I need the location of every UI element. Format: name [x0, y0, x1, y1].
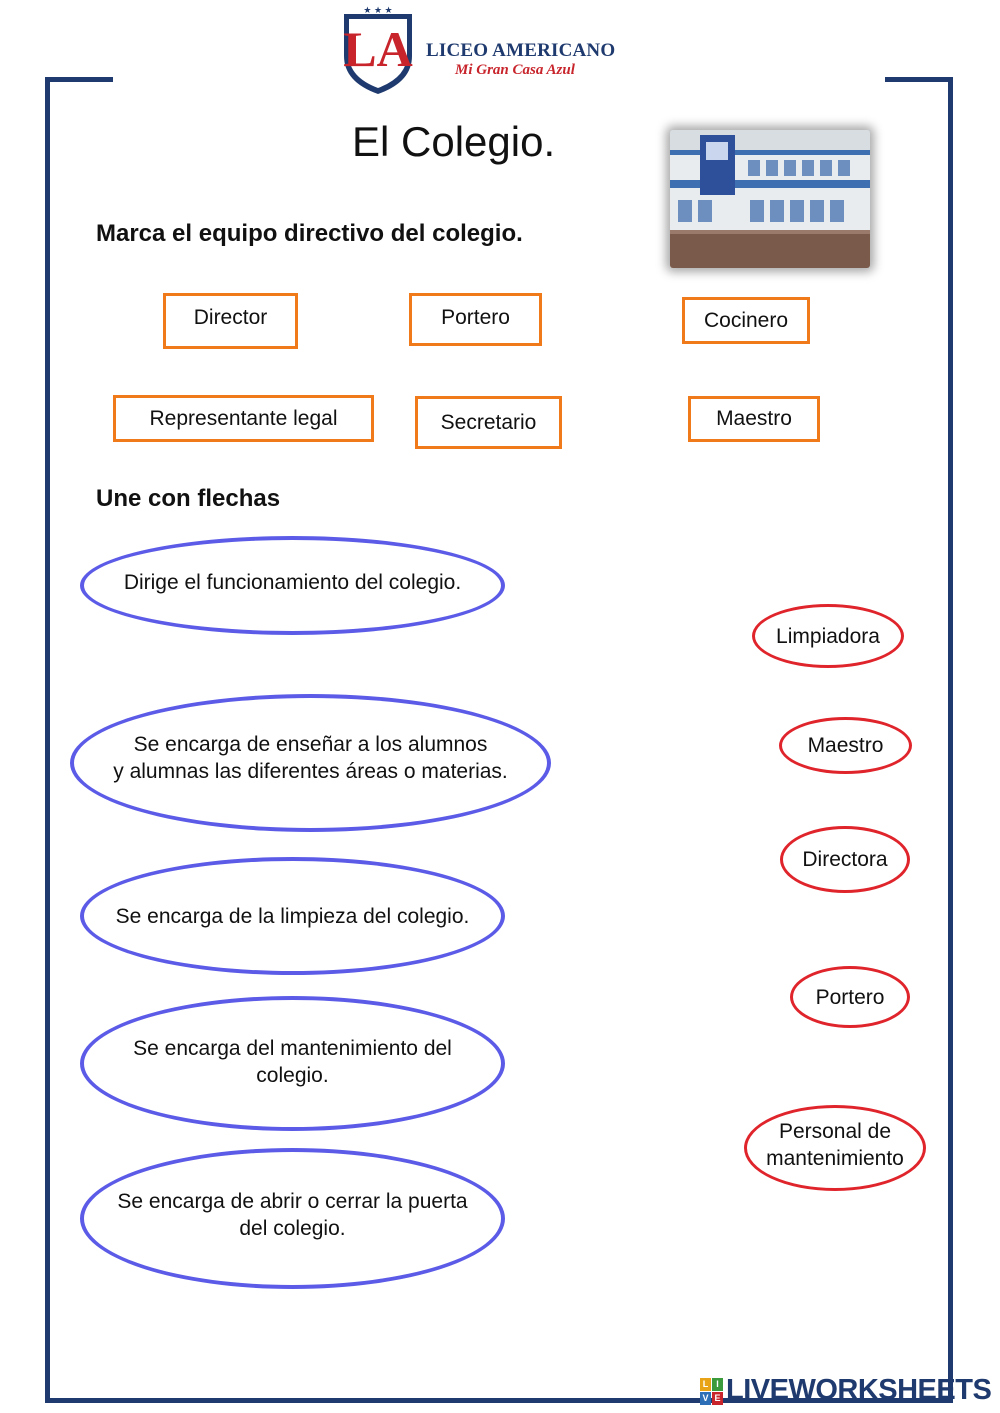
description-maintenance[interactable]: Se encarga del mantenimiento del colegio. [80, 996, 505, 1131]
school-building-photo [670, 130, 870, 268]
section-heading-select-leadership: Marca el equipo directivo del colegio. [96, 220, 523, 247]
option-secretario[interactable]: Secretario [415, 396, 562, 449]
frame-right [948, 77, 953, 1403]
section-heading-match: Une con flechas [96, 485, 281, 512]
option-representante-legal[interactable]: Representante legal [113, 395, 374, 442]
role-maestro[interactable]: Maestro [779, 717, 912, 774]
option-cocinero[interactable]: Cocinero [682, 297, 810, 344]
school-name: LICEO AMERICANO [426, 40, 616, 61]
school-logo-shield [338, 4, 418, 96]
liveworksheets-brand [700, 1374, 991, 1407]
frame-top-left [45, 77, 113, 82]
option-portero[interactable]: Portero [409, 293, 542, 346]
svg-text:★ ★ ★: ★ ★ ★ [363, 5, 393, 15]
logo-monogram: LA [343, 21, 413, 77]
frame-left [45, 77, 50, 1403]
description-director[interactable]: Dirige el funcionamiento del colegio. [80, 536, 505, 635]
role-portero[interactable]: Portero [790, 966, 910, 1028]
role-directora[interactable]: Directora [780, 826, 910, 893]
description-cleaner[interactable]: Se encarga de la limpieza del colegio. [80, 857, 505, 975]
liveworksheets-logo-icon: L I V E [700, 1378, 722, 1404]
page-title: El Colegio. [352, 118, 556, 165]
role-limpiadora[interactable]: Limpiadora [752, 604, 904, 668]
frame-top-right [885, 77, 953, 82]
option-director[interactable]: Director [163, 293, 298, 349]
school-tagline: Mi Gran Casa Azul [455, 62, 575, 78]
description-teacher[interactable]: Se encarga de enseñar a los alumnos y alumnas las diferentes áreas o materias. [70, 694, 551, 832]
option-maestro[interactable]: Maestro [688, 396, 820, 442]
description-doorkeeper[interactable]: Se encarga de abrir o cerrar la puerta del colegio. [80, 1148, 505, 1289]
liveworksheets-wordmark: LIVEWORKSHEETS [726, 1374, 992, 1406]
role-personal-mantenimiento[interactable]: Personal de mantenimiento [744, 1105, 926, 1191]
